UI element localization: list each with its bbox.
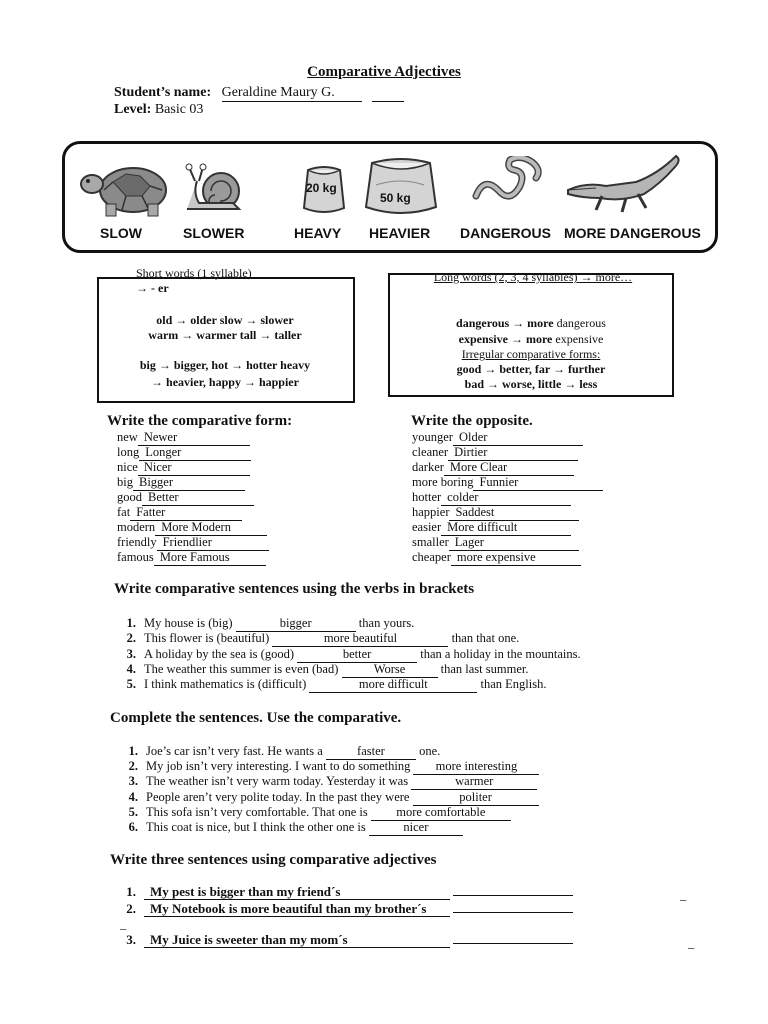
answer-field: bigger xyxy=(236,616,356,632)
sentence-start: This coat is nice, but I think the other one is xyxy=(146,820,366,834)
irregular-line1: good → better, far → further xyxy=(456,362,606,376)
answer-field: nicer xyxy=(369,820,463,836)
answer-field: Newer xyxy=(138,430,250,446)
three-title: Write three sentences using comparative adjectives xyxy=(110,852,437,868)
answer-field: Longer xyxy=(139,445,251,461)
sentence-row xyxy=(112,932,573,948)
item-number: 1. xyxy=(126,616,136,630)
irregular-heading: Irregular comparative forms: xyxy=(461,347,601,361)
extra-line xyxy=(453,895,573,896)
list-word: big xyxy=(117,475,133,489)
crocodile-icon xyxy=(566,152,686,216)
irregular-line2: bad → worse, little → less xyxy=(464,377,598,391)
list-word: new xyxy=(117,430,138,444)
list-word: younger xyxy=(412,430,453,444)
turtle-icon xyxy=(78,160,170,218)
answer-sentence: My Notebook is more beautiful than my brother´s xyxy=(144,901,450,917)
label-slow: SLOW xyxy=(100,225,142,241)
list-word: long xyxy=(117,445,140,459)
sentence-row xyxy=(114,805,511,821)
item-number: 2. xyxy=(126,631,136,646)
list-item xyxy=(117,490,254,506)
sentence-row xyxy=(114,820,463,836)
stray-mark: _ xyxy=(688,936,695,950)
list-item xyxy=(412,475,603,491)
snake-icon xyxy=(470,156,548,214)
list-word: friendly xyxy=(117,535,157,549)
list-item xyxy=(117,445,251,461)
sentence-end: than yours. xyxy=(358,616,415,630)
label-more-dangerous: MORE DANGEROUS xyxy=(564,225,701,241)
sentence-start: Joe’s car isn’t very fast. He wants a xyxy=(146,744,323,758)
list-item xyxy=(117,520,267,536)
big-sack-weight: 50 kg xyxy=(380,191,411,205)
level-value: Basic 03 xyxy=(154,102,204,117)
sentence-row xyxy=(112,616,414,632)
snail-icon xyxy=(183,163,243,215)
sentence-end: than last summer. xyxy=(440,661,529,676)
sentence-row xyxy=(112,631,519,647)
list-item xyxy=(412,505,579,521)
list-item xyxy=(412,520,571,536)
item-number: 2. xyxy=(128,759,138,774)
sentence-start: My job isn’t very interesting. I want to do something xyxy=(146,759,411,774)
item-number: 5. xyxy=(128,804,138,819)
answer-field: Nicer xyxy=(138,460,250,476)
item-number: 4. xyxy=(128,789,138,804)
sentence-start: I think mathematics is (difficult) xyxy=(144,677,307,692)
stray-mark: _ xyxy=(120,917,127,931)
item-number: 2. xyxy=(126,901,136,916)
answer-field: more beautiful xyxy=(272,631,448,647)
long-words-line2: expensive → more expensive xyxy=(458,332,604,346)
small-sack-weight: 20 kg xyxy=(306,181,337,195)
short-words-line3: big → bigger, hot → hotter heavy xyxy=(139,358,311,372)
answer-field: Bigger xyxy=(133,475,245,491)
list-word: more boring xyxy=(412,475,474,489)
list-item xyxy=(412,445,578,461)
answer-field: More difficult xyxy=(441,520,571,536)
sentence-start: My house is (big) xyxy=(144,616,233,630)
sentence-row xyxy=(114,759,539,775)
list-item xyxy=(117,535,269,551)
list-item xyxy=(117,475,245,491)
list-word: cleaner xyxy=(412,445,449,459)
answer-sentence: My pest is bigger than my friend´s xyxy=(144,884,450,900)
sentence-end: than English. xyxy=(480,677,547,692)
sentence-start: The weather isn’t very warm today. Yesterday it was xyxy=(146,774,409,789)
answer-field: Older xyxy=(453,430,583,446)
list-item xyxy=(412,535,579,551)
sentence-row xyxy=(114,744,440,760)
label-dangerous: DANGEROUS xyxy=(460,225,552,241)
student-name-label: Student’s name xyxy=(114,85,207,100)
long-words-heading: Long words (2, 3, 4 syllables) → more… xyxy=(433,270,633,284)
answer-field: Saddest xyxy=(449,505,579,521)
sentence-end: than that one. xyxy=(451,631,520,646)
brackets-title: Write comparative sentences using the verbs in brackets xyxy=(114,581,475,597)
long-words-line1: dangerous → more dangerous xyxy=(456,316,606,330)
label-slower: SLOWER xyxy=(183,225,245,241)
answer-field: more difficult xyxy=(309,677,477,693)
list-item xyxy=(412,490,571,506)
comparative-title: Write the comparative form: xyxy=(107,413,293,429)
extra-line xyxy=(453,943,573,944)
item-number: 1. xyxy=(128,744,138,758)
item-number: 3. xyxy=(126,646,136,661)
list-item xyxy=(117,460,250,476)
list-item xyxy=(117,430,250,446)
level-row xyxy=(114,102,203,118)
list-item xyxy=(117,505,242,521)
answer-field: Fatter xyxy=(130,505,242,521)
page-title: Comparative Adjectives xyxy=(307,64,461,80)
complete-title: Complete the sentences. Use the comparative. xyxy=(110,710,402,726)
extra-line xyxy=(453,912,573,913)
student-name-value: Geraldine Maury G. xyxy=(222,85,362,102)
list-word: cheaper xyxy=(412,550,451,564)
answer-field: more comfortable xyxy=(371,805,511,821)
list-item xyxy=(412,460,574,476)
answer-field: More Famous xyxy=(154,550,266,566)
list-word: hotter xyxy=(412,490,442,504)
short-words-heading: Short words (1 syllable) xyxy=(136,266,252,280)
sentence-row xyxy=(112,677,546,693)
list-word: nice xyxy=(117,460,138,474)
answer-field: Better xyxy=(142,490,254,506)
answer-field: More Modern xyxy=(155,520,267,536)
opposite-title: Write the opposite. xyxy=(411,413,533,429)
sentence-row xyxy=(112,884,573,900)
sentence-start: People aren’t very polite today. In the past they were xyxy=(146,789,410,804)
sentence-end: one. xyxy=(419,744,441,758)
item-number: 4. xyxy=(126,661,136,676)
answer-field: Lager xyxy=(449,535,579,551)
item-number: 5. xyxy=(126,677,136,692)
list-item xyxy=(117,550,266,566)
sentence-row xyxy=(112,901,573,917)
answer-field: Friendlier xyxy=(157,535,269,551)
sentence-start: This flower is (beautiful) xyxy=(144,631,270,646)
list-word: famous xyxy=(117,550,154,564)
answer-field: more interesting xyxy=(413,759,539,775)
answer-field: politer xyxy=(413,790,539,806)
answer-field: colder xyxy=(441,490,571,506)
list-item xyxy=(412,430,583,446)
label-heavy: HEAVY xyxy=(294,225,342,241)
list-item xyxy=(412,550,581,566)
item-number: 3. xyxy=(128,774,138,789)
item-number: 1. xyxy=(126,884,136,899)
big-sack-icon xyxy=(362,155,440,217)
answer-field: Dirtier xyxy=(448,445,578,461)
list-word: happier xyxy=(412,505,450,519)
short-words-rule: → - er xyxy=(136,281,169,295)
list-word: darker xyxy=(412,460,444,474)
level-label: Level: xyxy=(114,102,152,117)
answer-field: more expensive xyxy=(451,550,581,566)
sentence-row xyxy=(114,790,539,806)
stray-mark: _ xyxy=(680,888,687,902)
list-word: fat xyxy=(117,505,131,519)
sentence-start: A holiday by the sea is (good) xyxy=(144,646,294,661)
sentence-start: This sofa isn’t very comfortable. That one is xyxy=(146,804,368,819)
answer-field: Funnier xyxy=(473,475,603,491)
item-number: 3. xyxy=(126,932,136,947)
short-words-line2: warm → warmer tall → taller xyxy=(148,328,302,342)
answer-field: Worse xyxy=(342,662,438,678)
sentence-row xyxy=(112,647,581,663)
short-words-line1: old → older slow → slower xyxy=(156,313,294,327)
answer-sentence: My Juice is sweeter than my mom´s xyxy=(144,932,450,948)
sentence-start: The weather this summer is even (bad) xyxy=(144,661,339,676)
list-word: smaller xyxy=(412,535,449,549)
sentence-row xyxy=(114,774,537,790)
label-heavier: HEAVIER xyxy=(369,225,431,241)
answer-field: More Clear xyxy=(444,460,574,476)
list-word: easier xyxy=(412,520,442,534)
sentence-row xyxy=(112,662,528,678)
answer-field: faster xyxy=(326,744,416,760)
student-name-row: Student’s name: Geraldine Maury G. xyxy=(114,85,404,102)
list-word: good xyxy=(117,490,142,504)
list-word: modern xyxy=(117,520,156,534)
answer-field: better xyxy=(297,647,417,663)
short-words-line4: → heavier, happy → happier xyxy=(151,375,299,389)
answer-field: warmer xyxy=(411,774,537,790)
item-number: 6. xyxy=(128,820,138,834)
sentence-end: than a holiday in the mountains. xyxy=(420,646,581,661)
